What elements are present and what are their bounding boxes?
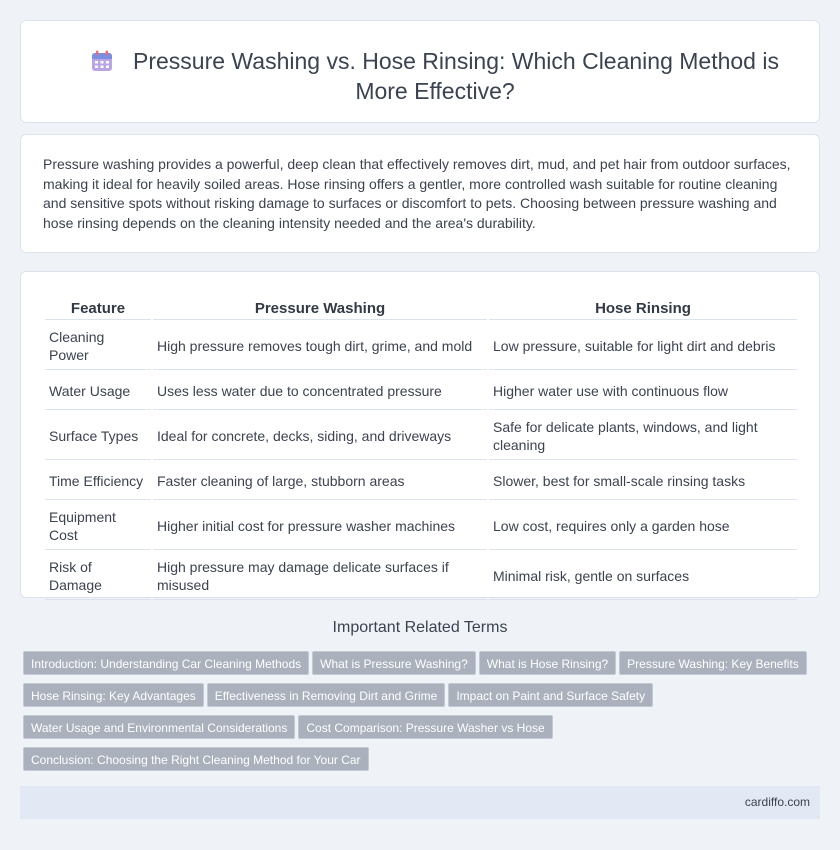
related-tag-conclusion[interactable]: Conclusion: Choosing the Right Cleaning Method for Your Car bbox=[23, 747, 369, 771]
hose-rinsing-cell: Higher water use with continuous flow bbox=[489, 372, 797, 410]
feature-cell: Water Usage bbox=[45, 372, 151, 410]
footer bbox=[20, 786, 820, 819]
pressure-washing-cell: High pressure removes tough dirt, grime, and mold bbox=[153, 322, 487, 370]
hose-rinsing-cell: Low cost, requires only a garden hose bbox=[489, 502, 797, 550]
table-row bbox=[45, 412, 797, 460]
hose-rinsing-cell: Slower, best for small-scale rinsing tasks bbox=[489, 462, 797, 500]
table-header-row bbox=[45, 296, 797, 320]
comparison-table bbox=[43, 294, 799, 602]
pressure-washing-cell: Ideal for concrete, decks, siding, and driveways bbox=[153, 412, 487, 460]
related-tag-hose-advantages[interactable]: Hose Rinsing: Key Advantages bbox=[23, 683, 204, 707]
feature-cell: Cleaning Power bbox=[45, 322, 151, 370]
pressure-washing-cell: Faster cleaning of large, stubborn areas bbox=[153, 462, 487, 500]
table-row bbox=[45, 462, 797, 500]
related-tag-what-hose[interactable]: What is Hose Rinsing? bbox=[479, 651, 616, 675]
feature-cell: Risk of Damage bbox=[45, 552, 151, 600]
related-tag-what-pressure[interactable]: What is Pressure Washing? bbox=[312, 651, 476, 675]
related-terms-title: Important Related Terms bbox=[332, 619, 508, 636]
page-title bbox=[81, 46, 789, 106]
feature-cell: Time Efficiency bbox=[45, 462, 151, 500]
related-tag-water-usage[interactable]: Water Usage and Environmental Considerations bbox=[23, 715, 295, 739]
table-row bbox=[45, 322, 797, 370]
related-tag-pressure-benefits[interactable]: Pressure Washing: Key Benefits bbox=[619, 651, 807, 675]
intro-paragraph: Pressure washing provides a powerful, deep clean that effectively removes dirt, mud, and pet hair from outdoor surfaces, making it ideal for heavily soiled areas. Hose rinsing offers a gentler, more controlled wash suitable for routine cleaning and sensitive spots without risking damage to surfaces or discomfort to pets. Choosing between pressure washing and hose rinsing depends on the cleaning intensity needed and the area's durability. bbox=[43, 156, 791, 231]
pressure-washing-cell: Uses less water due to concentrated pressure bbox=[153, 372, 487, 410]
page-title-text: Pressure Washing vs. Hose Rinsing: Which Cleaning Method is More Effective? bbox=[133, 48, 779, 104]
pressure-washing-cell: High pressure may damage delicate surfaces if misused bbox=[153, 552, 487, 600]
hose-rinsing-cell: Low pressure, suitable for light dirt and debris bbox=[489, 322, 797, 370]
related-tag-intro[interactable]: Introduction: Understanding Car Cleaning Methods bbox=[23, 651, 309, 675]
calendar-icon bbox=[91, 50, 113, 72]
related-tag-cost-comparison[interactable]: Cost Comparison: Pressure Washer vs Hose bbox=[298, 715, 552, 739]
table-row bbox=[45, 552, 797, 600]
feature-cell: Equipment Cost bbox=[45, 502, 151, 550]
hose-rinsing-cell: Minimal risk, gentle on surfaces bbox=[489, 552, 797, 600]
table-row bbox=[45, 372, 797, 410]
related-tag-effectiveness[interactable]: Effectiveness in Removing Dirt and Grime bbox=[207, 683, 446, 707]
related-tag-paint-safety[interactable]: Impact on Paint and Surface Safety bbox=[448, 683, 653, 707]
related-terms-list bbox=[23, 651, 823, 779]
feature-cell: Surface Types bbox=[45, 412, 151, 460]
footer-site-link[interactable]: cardiffo.com bbox=[744, 795, 810, 809]
header-hose-rinsing: Hose Rinsing bbox=[489, 296, 797, 320]
hose-rinsing-cell: Safe for delicate plants, windows, and light cleaning bbox=[489, 412, 797, 460]
header-pressure-washing: Pressure Washing bbox=[153, 296, 487, 320]
header-feature: Feature bbox=[45, 296, 151, 320]
table-row bbox=[45, 502, 797, 550]
header-card bbox=[20, 20, 820, 123]
pressure-washing-cell: Higher initial cost for pressure washer machines bbox=[153, 502, 487, 550]
intro-card bbox=[20, 134, 820, 253]
comparison-card bbox=[20, 271, 820, 598]
